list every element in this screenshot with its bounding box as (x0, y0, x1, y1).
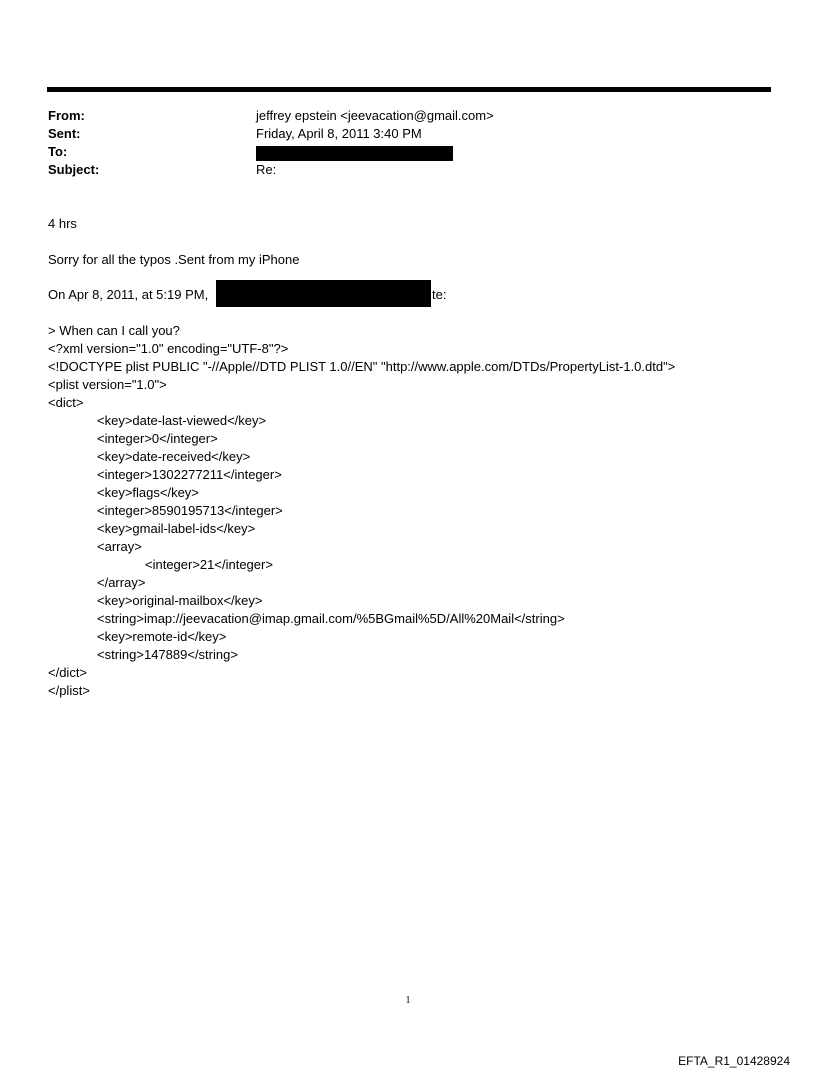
body-line-duration: 4 hrs (48, 216, 77, 231)
plist-dict-close: </dict> (48, 665, 88, 680)
plist-entry: </array> (97, 575, 146, 590)
plist-entry: <key>remote-id</key> (97, 629, 227, 644)
plist-open: <plist version="1.0"> (48, 377, 167, 392)
subject-value: Re: (256, 162, 277, 177)
plist-entry: <string>imap://jeevacation@imap.gmail.com/%5BGmail%5D/All%20Mail</string> (97, 611, 565, 626)
from-value: jeffrey epstein <jeevacation@gmail.com> (256, 108, 494, 123)
quote-intro-suffix: te: (432, 287, 447, 302)
quoted-question: > When can I call you? (48, 323, 180, 338)
from-label: From: (48, 108, 85, 123)
to-label: To: (48, 144, 68, 159)
plist-entry: <string>147889</string> (97, 647, 238, 662)
header-rule (47, 87, 771, 92)
to-redaction (256, 146, 453, 161)
sender-redaction (216, 280, 431, 307)
plist-entry: <key>original-mailbox</key> (97, 593, 263, 608)
plist-array-item: <integer>21</integer> (145, 557, 273, 572)
plist-entry: <integer>0</integer> (97, 431, 218, 446)
quote-intro-prefix: On Apr 8, 2011, at 5:19 PM, (48, 287, 209, 302)
plist-entry: <integer>1302277211</integer> (97, 467, 282, 482)
plist-entry: <key>date-last-viewed</key> (97, 413, 267, 428)
plist-dict-open: <dict> (48, 395, 84, 410)
plist-doctype: <!DOCTYPE plist PUBLIC "-//Apple//DTD PLIST 1.0//EN" "http://www.apple.com/DTDs/PropertyList-1.0.dtd"> (48, 359, 676, 374)
sent-label: Sent: (48, 126, 81, 141)
bates-number: EFTA_R1_01428924 (678, 1054, 790, 1068)
plist-entry: <key>flags</key> (97, 485, 199, 500)
sent-value: Friday, April 8, 2011 3:40 PM (256, 126, 422, 141)
plist-entry: <key>date-received</key> (97, 449, 251, 464)
page-number: 1 (405, 995, 411, 1006)
subject-label: Subject: (48, 162, 100, 177)
plist-entry: <array> (97, 539, 142, 554)
body-line-signature: Sorry for all the typos .Sent from my iPhone (48, 252, 300, 267)
plist-entry: <key>gmail-label-ids</key> (97, 521, 256, 536)
plist-entry: <integer>8590195713</integer> (97, 503, 283, 518)
plist-xml-declaration: <?xml version="1.0" encoding="UTF-8"?> (48, 341, 289, 356)
plist-close: </plist> (48, 683, 90, 698)
